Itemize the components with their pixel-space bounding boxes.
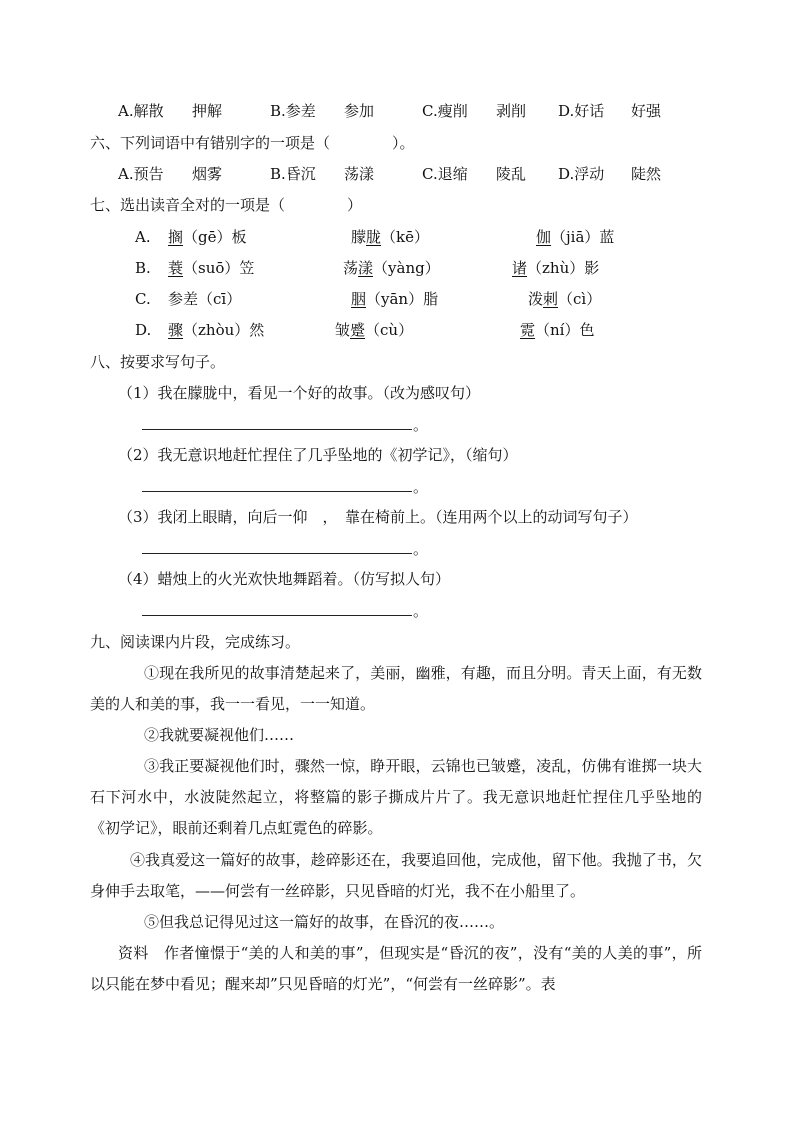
- q7-item: 皱蹙（cù）: [335, 321, 414, 339]
- q7-item: 诸（zhù）影: [512, 259, 600, 277]
- q8-end-mark: 。: [413, 602, 429, 620]
- q7-item: 霓（ní）色: [520, 321, 595, 339]
- q7-item: 参差（cī）: [168, 290, 242, 308]
- q6-option-b: B.昏沉: [270, 165, 316, 183]
- q9-title: 九、阅读课内片段，完成练习。: [90, 633, 301, 651]
- q8-answer-line-1[interactable]: [142, 429, 412, 430]
- q6-option-a: A.预告: [118, 165, 164, 183]
- q7-row-letter: B.: [135, 259, 151, 277]
- reference-material: [90, 938, 702, 1000]
- q7-item: 泼刺（cì）: [528, 290, 602, 308]
- q8-answer-line-3[interactable]: [142, 553, 412, 554]
- q5-option-b: B.参差: [270, 102, 316, 120]
- q6-option-d: D.浮动: [558, 165, 605, 183]
- q6-option-a-word2: 烟雾: [192, 165, 223, 183]
- q5-option-c-word2: 剥削: [496, 102, 527, 120]
- q8-answer-line-2[interactable]: [142, 491, 412, 492]
- passage-paragraph-1: ①现在我所见的故事清楚起来了，美丽，幽雅，有趣，而且分明。青天上面，有无数美的人和美的事，我一一看见，一一知道。: [90, 664, 702, 713]
- q5-option-a: A.解散: [118, 102, 164, 120]
- q7-row-letter: A.: [135, 228, 151, 246]
- q5-option-c: C.瘦削: [422, 102, 468, 120]
- q5-option-a-word2: 押解: [192, 102, 223, 120]
- q7-stem: 七、选出读音全对的一项是（ ）: [90, 196, 363, 214]
- q7-item: 蓑（suō）笠: [168, 259, 255, 277]
- q6-answer-blank[interactable]: [330, 134, 392, 148]
- q5-option-b-word2: 参加: [344, 102, 375, 120]
- q8-end-mark: 。: [413, 416, 429, 434]
- q7-item: 搁（gē）板: [168, 228, 247, 246]
- q8-item-3: （3）我闭上眼睛，向后一仰 ， 靠在椅前上。（连用两个以上的动词写句子）: [118, 508, 638, 526]
- passage-paragraph-4: ④我真爱这一篇好的故事，趁碎影还在，我要追回他，完成他，留下他。我抛了书，欠身伸手去取笔，——何尝有一丝碎影，只见昏暗的灯光，我不在小船里了。: [90, 851, 702, 900]
- q6-option-c: C.退缩: [422, 165, 468, 183]
- q5-option-d: D.好话: [558, 102, 605, 120]
- q7-item: 朦胧（kē）: [351, 228, 429, 246]
- q7-answer-blank[interactable]: [285, 196, 347, 210]
- q7-item: 荡漾（yàng）: [343, 259, 440, 277]
- q5-option-d-word2: 好强: [631, 102, 662, 120]
- passage-paragraph-3: ③我正要凝视他们时，骤然一惊，睁开眼，云锦也已皱蹙，凌乱，仿佛有谁掷一块大石下河水中，水波陡然起立，将整篇的影子撕成片片了。我无意识地赶忙捏住几乎坠地的《初学记》，眼前还剩着几点虹霓色的碎影。: [90, 757, 702, 837]
- passage-paragraph-5: ⑤但我总记得见过这一篇好的故事，在昏沉的夜……。: [144, 913, 505, 931]
- q8-answer-line-4[interactable]: [142, 615, 412, 616]
- reference-text: 作者憧憬于“美的人和美的事”，但现实是“昏沉的夜”，没有“美的人美的事”，所以只能在梦中看见；醒来却”只见昏暗的灯光”，“何尝有一丝碎影”。表: [90, 944, 702, 993]
- q7-row-letter: D.: [135, 321, 152, 339]
- q7-item: 骤（zhòu）然: [168, 321, 265, 339]
- q6-option-d-word2: 陡然: [631, 165, 662, 183]
- q6-stem: 六、下列词语中有错别字的一项是（ ）。: [90, 134, 415, 152]
- q6-option-c-word2: 陵乱: [496, 165, 527, 183]
- q8-item-2: （2）我无意识地赶忙捏住了几乎坠地的《初学记》，（缩句）: [118, 446, 518, 464]
- reference-label: 资料: [118, 944, 149, 962]
- q7-row-letter: C.: [135, 290, 151, 308]
- q8-title: 八、按要求写句子。: [90, 353, 226, 371]
- q8-item-1: （1）我在朦胧中，看见一个好的故事。（改为感叹句）: [118, 384, 481, 402]
- q8-end-mark: 。: [413, 478, 429, 496]
- q8-item-4: （4）蜡烛上的火光欢快地舞蹈着。（仿写拟人句）: [118, 570, 451, 588]
- passage-paragraph-2: ②我就要凝视他们……: [144, 726, 295, 744]
- q6-option-b-word2: 荡漾: [344, 165, 375, 183]
- q7-item: 胭（yān）脂: [351, 290, 439, 308]
- q7-item: 伽（jiā）蓝: [536, 228, 615, 246]
- q8-end-mark: 。: [413, 540, 429, 558]
